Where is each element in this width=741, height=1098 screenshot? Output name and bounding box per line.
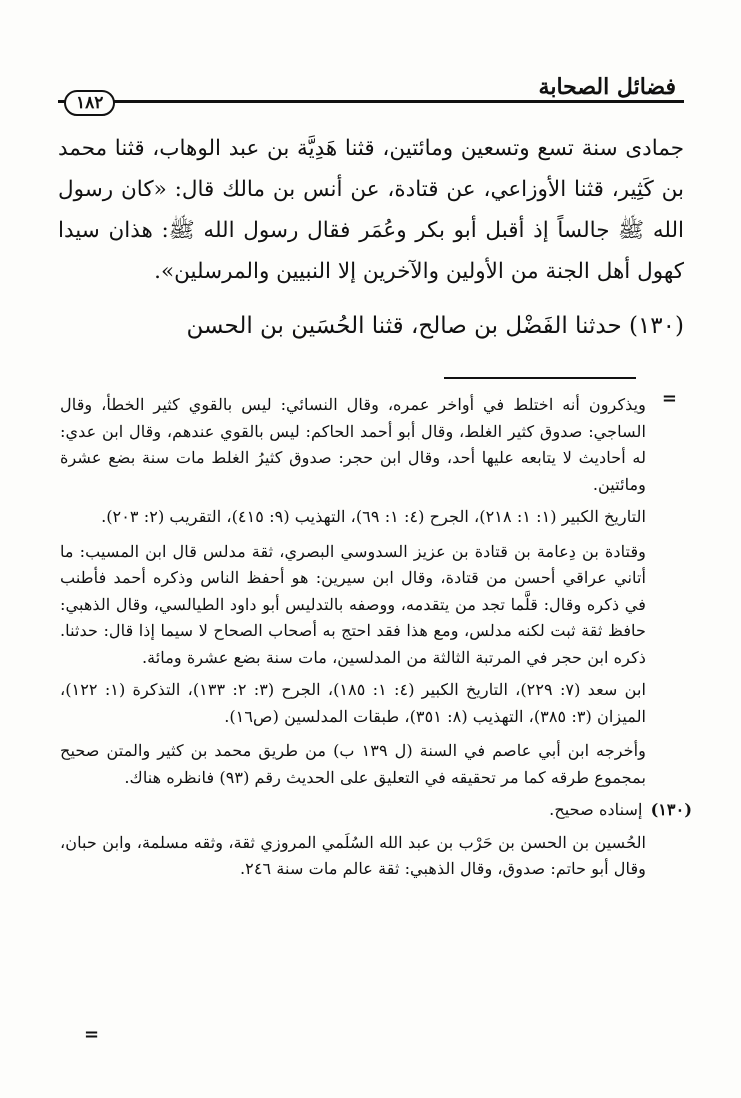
footnote-separator: [444, 377, 636, 379]
main-paragraph-hadith-130: (١٣٠) حدثنا الفَضْل بن صالح، قثنا الحُسَين بن الحسن: [186, 313, 684, 339]
footnote-continuation-mark-top: =: [661, 388, 677, 409]
main-text: [58, 128, 684, 347]
footnotes: [60, 392, 692, 889]
footnote-paragraph: الحُسين بن الحسن بن حَرْب بن عبد الله السُلَمي المروزي ثقة، وثقه مسلمة، وابن حبان، وقال أبو حاتم: صدوق، وقال الذهبي: ثقة عالم مات سنة ٢٤٦.: [60, 832, 646, 878]
footnote-continuation-mark-bottom: =: [84, 1024, 100, 1045]
main-paragraph-hadith-129: جمادى سنة تسع وتسعين ومائتين، قثنا هَدِيَّة بن عبد الوهاب، قثنا محمد بن كَثِير، قثنا الأوزاعي، عن قتادة، عن أنس بن مالك قال: «كان رسول الله ﷺ جالساً إذ أقبل أبو بكر وعُمَر فقال رسول الله ﷺ: هذان سيدا كهول أهل الجنة من الأولين والآخرين إلا النبيين والمرسلين».: [58, 136, 684, 284]
footnote-note-130: [60, 797, 692, 824]
book-title: فضائل الصحابة: [538, 74, 676, 100]
footnote-paragraph: وأخرجه ابن أبي عاصم في السنة (ل ١٣٩ ب) من طريق محمد بن كثير والمتن صحيح بمجموع طرقه كما مر تحقيقه في التعليق على الحديث رقم (٩٣) فانظره هناك.: [60, 741, 646, 787]
footnote-references: التاريخ الكبير (١: ١: ٢١٨)، الجرح (٤: ١: ٦٩)، التهذيب (٩: ٤١٥)، التقريب (٢: ٢٠٣).: [101, 507, 646, 526]
footnote-paragraph: ويذكرون أنه اختلط في أواخر عمره، وقال النسائي: ليس بالقوي كثير الخطأ، وقال الساجي: صدوق كثير الغلط، وقال أبو أحمد الحاكم: ليس بالقوي عندهم، وقال ابن عدي: له أحاديث لا يتابعه عليها أحد، وقال ابن حجر: صدوق كثيرُ الغلط مات سنة بضع عشرة ومائتين.: [60, 395, 646, 494]
running-header: [58, 70, 684, 113]
page-number: ١٨٢: [64, 90, 115, 116]
header-rule: [58, 100, 684, 103]
footnote-note-text: إسناده صحيح.: [549, 800, 643, 819]
footnote-number: (١٣٠): [650, 800, 692, 819]
footnote-paragraph: وقتادة بن دِعامة بن قتادة بن عزيز السدوسي البصري، ثقة مدلس قال ابن المسيب: ما أتاني عراقي أحسن من قتادة، وقال ابن سيرين: هو أحفظ الناس وذكره أحمد فأطنب في ذكره وقال: قلَّما تجد من يتقدمه، ووصفه بالتدليس أبو داود الطيالسي، وقال الذهبي: حافظ ثقة ثبت لكنه مدلس، ومع هذا فقد احتج به أصحاب الصحاح لا سيما إذا قال: حدثنا. ذكره ابن حجر في المرتبة الثالثة من المدلسين، مات سنة بضع عشرة ومائة.: [60, 541, 646, 667]
footnote-references: ابن سعد (٧: ٢٢٩)، التاريخ الكبير (٤: ١: ١٨٥)، الجرح (٣: ٢: ١٣٣)، التذكرة (١: ١٢٢)، الميزان (٣: ٣٨٥)، التهذيب (٨: ٣٥١)، طبقات المدلسين (ص١٦).: [60, 680, 646, 726]
